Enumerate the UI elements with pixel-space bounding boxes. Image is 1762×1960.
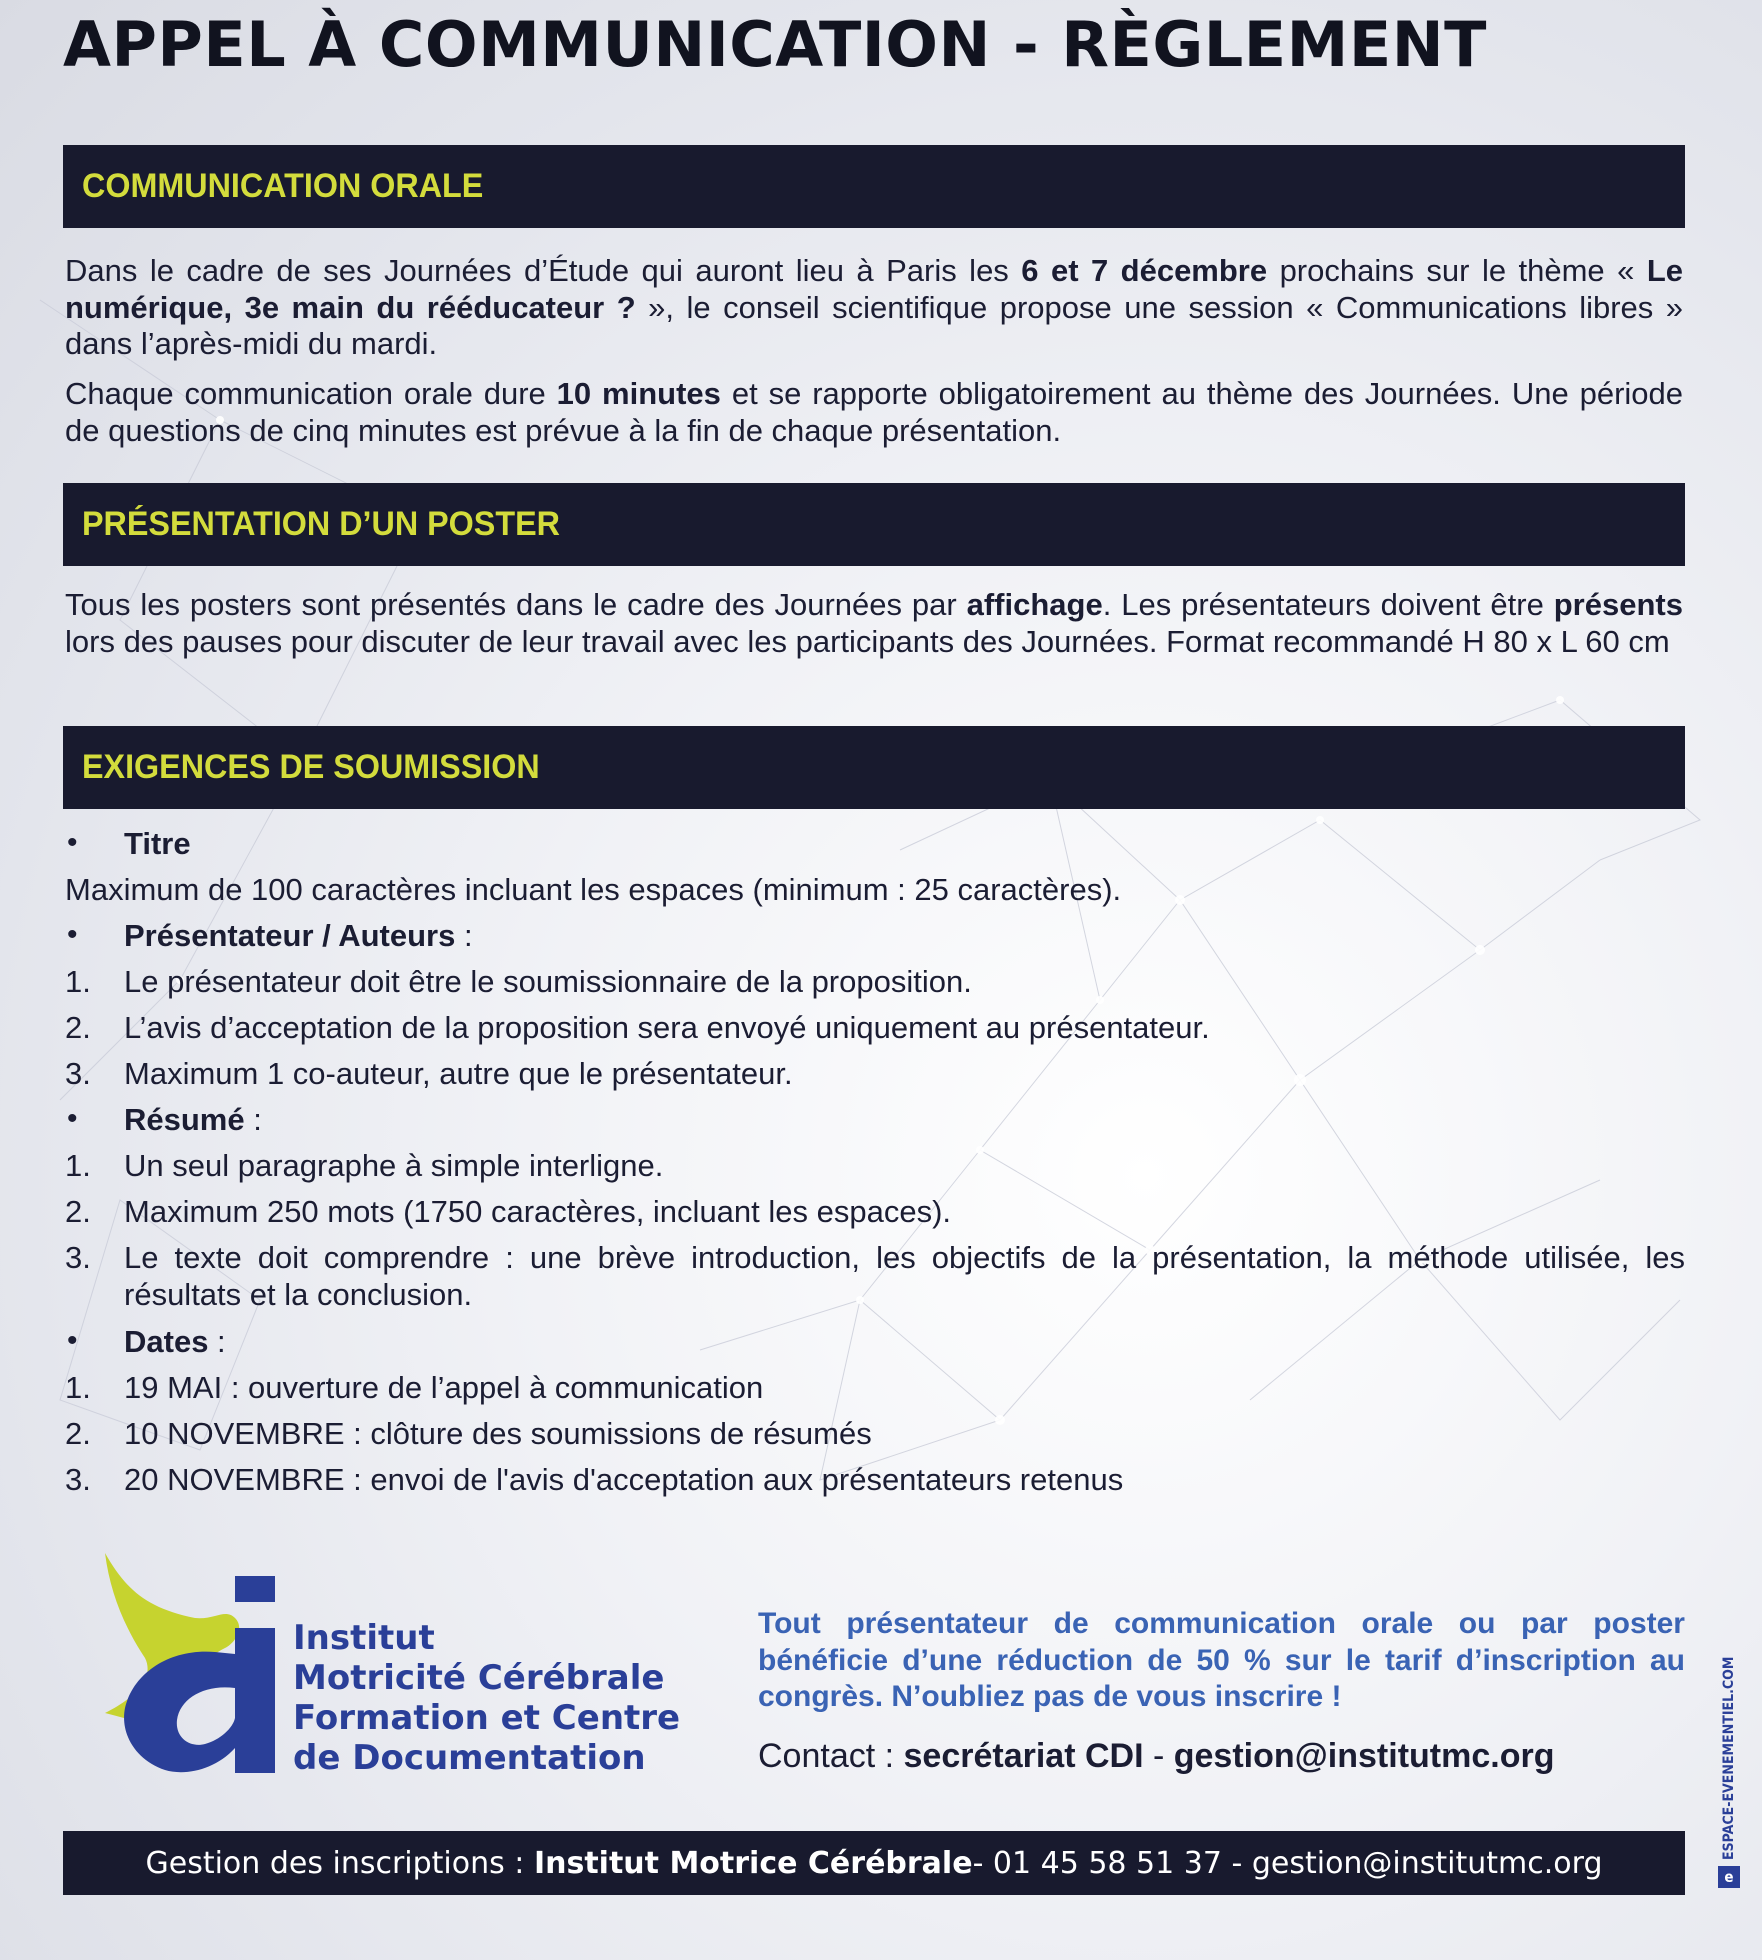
section-header-exigences-soumission bbox=[63, 726, 1685, 809]
section-header-presentation-poster bbox=[63, 483, 1685, 566]
section-heading: COMMUNICATION ORALE bbox=[82, 167, 484, 205]
section-header-communication-orale bbox=[63, 145, 1685, 228]
poster-paragraph: Tous les posters sont présentés dans le cadre des Journées par affichage. Les présentateurs doivent être présents lors des pauses pour discuter de leur travail avec les participants des Journées. Format recommandé H 80 x L 60 cm bbox=[65, 587, 1683, 659]
theme-emphasis: Le numérique, 3e main du rééducateur ? bbox=[65, 253, 1683, 325]
section-heading: EXIGENCES DE SOUMISSION bbox=[82, 748, 540, 786]
bullet-icon: • bbox=[67, 1324, 78, 1357]
contact-email-link[interactable]: gestion@institutmc.org bbox=[1173, 1737, 1555, 1775]
bullet-icon: • bbox=[67, 1102, 78, 1135]
orale-paragraph-2: Chaque communication orale dure 10 minutes et se rapporte obligatoirement au thème des Journées. Une période de questions de cinq minutes est prévue à la fin de chaque présentation. bbox=[65, 376, 1684, 448]
espace-evenementiel-logo-icon: e bbox=[1718, 1866, 1740, 1888]
date-emphasis: 6 et 7 décembre bbox=[1021, 253, 1268, 288]
contact-line: Contact : secrétariat CDI - gestion@institutmc.org bbox=[758, 1737, 1555, 1775]
bullet-icon: • bbox=[67, 918, 78, 951]
institute-bird-logo-icon bbox=[85, 1548, 325, 1788]
side-credit: e ESPACE-EVENEMENTIEL.COM bbox=[1718, 1657, 1740, 1888]
document-page: APPEL À COMMUNICATION - RÈGLEMENT COMMUNICATION ORALE Dans le cadre de ses Journées d’Étude qui auront lieu à Paris les 6 et 7 décembre prochains sur le thème « Le numérique, 3e main du rééducateur ? », le conseil scientifique propose une session « Communications libres » dans l’après-midi du mardi. Chaque communication orale dure 10 minutes et se rapporte obligatoirement au thème des Journées. Une période de questions de cinq minutes est prévue à la fin de chaque présentation. PRÉSENTATION D’UN POSTER Tous les posters sont présentés dans le cadre des Journées par affichage. Les présentateurs doivent être présents lors des pauses pour discuter de leur travail avec les participants des Journées. Format recommandé H 80 x L 60 cm EXIGENCES DE SOUMISSION • Titre Maximum de 100 caractères incluant les espaces (minimum : 25 caractères). • Présentateur / Auteurs : 1. Le présentateur doit être le soumissionnaire de la proposition. 2. L’avis d’acceptation de la proposition sera envoyé uniquement au présentateur. 3. Maximum 1 co-auteur, autre que le présentateur. • Résumé : 1. Un seul paragraphe à simple interligne. 2. Maximum 250 mots (1750 caractères, incluant les espaces). 3. Le texte doit comprendre : une brève introduction, les objectifs de la présentation, la méthode utilisée, les résultats et la conclusion. • Dates : 1. 19 MAI : ouverture de l’appel à communication 2. 10 NOVEMBRE : clôture des soumissions de résumés 3. 20 NOVEMBRE : envoi de l'avis d'acceptation aux présentateurs retenus Institut Motricité Cérébrale Formation et Centre de Documentation Tout présentateur de communication orale ou par poster bénéficie d’une réduction de 50 % sur le tarif d’inscription au congrès. N’oubliez pas de vous inscrire ! Contact : secrétariat CDI - gestion@institutmc.org Gestion des inscriptions : Institut Motrice Cérébrale - 01 45 58 51 37 - gestion@institutmc.org bbox=[63, 0, 1685, 1960]
institute-name: Institut Motricité Cérébrale Formation et Centre de Documentation bbox=[293, 1618, 681, 1778]
duration-emphasis: 10 minutes bbox=[556, 376, 721, 411]
bullet-icon: • bbox=[67, 826, 78, 859]
promo-text: Tout présentateur de communication orale ou par poster bénéficie d’une réduction de 50 % sur le tarif d’inscription au congrès. N’oubliez pas de vous inscrire ! bbox=[758, 1607, 1685, 1713]
page-title: APPEL À COMMUNICATION - RÈGLEMENT bbox=[63, 8, 1487, 81]
orale-paragraph-1: Dans le cadre de ses Journées d’Étude qui auront lieu à Paris les 6 et 7 décembre prochains sur le thème « Le numérique, 3e main du rééducateur ? », le conseil scientifique propose une session « Communications libres » dans l’après-midi du mardi. bbox=[65, 253, 1684, 361]
section-heading: PRÉSENTATION D’UN POSTER bbox=[82, 505, 560, 543]
footer-registration-bar: Gestion des inscriptions : Institut Motrice Cérébrale - 01 45 58 51 37 - gestion@institutmc.org bbox=[63, 1831, 1685, 1895]
